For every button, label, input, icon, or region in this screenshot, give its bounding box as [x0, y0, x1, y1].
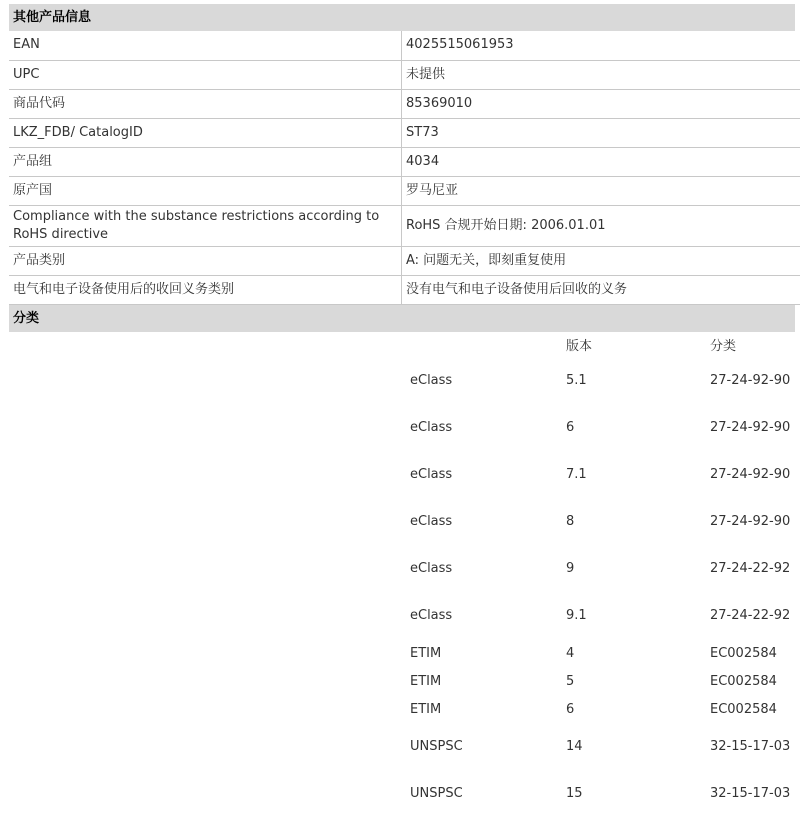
classification-code: 27-24-92-90 [710, 514, 791, 529]
classification-header: 分类 [9, 305, 795, 332]
info-value: ST73 [402, 118, 800, 147]
classification-row [406, 358, 800, 405]
classification-version: 7.1 [566, 467, 587, 482]
info-value: 4034 [402, 147, 800, 176]
classification-row [406, 593, 800, 640]
classification-code: 27-24-92-90 [710, 467, 791, 482]
info-label: LKZ_FDB/ CatalogID [9, 118, 402, 147]
info-row [9, 275, 800, 304]
classification-row [406, 668, 800, 696]
col-system-header [406, 332, 562, 358]
info-row [9, 89, 800, 118]
classification-system: eClass [410, 561, 453, 576]
classification-version: 5 [566, 673, 575, 689]
info-label: EAN [9, 31, 402, 60]
classification-system: eClass [410, 514, 453, 529]
classification-version: 6 [566, 701, 575, 717]
classification-row [406, 696, 800, 724]
info-value: 未提供 [402, 60, 800, 89]
info-value: 罗马尼亚 [402, 176, 800, 205]
classification-system: ETIM [410, 673, 442, 689]
info-row [9, 31, 800, 60]
info-row [9, 246, 800, 275]
classification-code: 27-24-92-90 [710, 373, 791, 388]
col-class-header: 分类 [710, 339, 737, 354]
info-label: 商品代码 [9, 89, 402, 118]
classification-version: 8 [566, 514, 575, 529]
info-value: 4025515061953 [402, 31, 800, 60]
classification-code: 27-24-22-92 [710, 561, 791, 576]
classification-code: EC002584 [710, 673, 777, 689]
info-value: RoHS 合规开始日期: 2006.01.01 [402, 205, 800, 246]
classification-row [406, 405, 800, 452]
classification-code: 32-15-17-03 [710, 786, 791, 801]
classification-version: 9 [566, 561, 575, 576]
classification-system: eClass [410, 467, 453, 482]
classification-row [406, 724, 800, 771]
classification-system: UNSPSC [410, 739, 463, 754]
classification-version: 5.1 [566, 373, 587, 388]
other-info-header: 其他产品信息 [9, 4, 795, 31]
classification-row [406, 771, 800, 818]
classification-row [406, 499, 800, 546]
classification-version: 9.1 [566, 608, 587, 623]
classification-code: 32-15-17-03 [710, 739, 791, 754]
classification-row [406, 452, 800, 499]
classification-header-row [406, 332, 800, 358]
other-info-table [9, 31, 800, 305]
classification-system: UNSPSC [410, 786, 463, 801]
info-value: A: 问题无关，即刻重复使用 [402, 246, 800, 275]
classification-table [406, 332, 800, 818]
info-label: 原产国 [9, 176, 402, 205]
info-row [9, 176, 800, 205]
info-row [9, 147, 800, 176]
info-row [9, 118, 800, 147]
info-value: 85369010 [402, 89, 800, 118]
info-label: 产品组 [9, 147, 402, 176]
classification-version: 15 [566, 786, 583, 801]
info-label: UPC [9, 60, 402, 89]
classification-row [406, 640, 800, 668]
classification-system: eClass [410, 608, 453, 623]
classification-system: eClass [410, 420, 453, 435]
classification-code: EC002584 [710, 645, 777, 661]
classification-row [406, 546, 800, 593]
info-label: Compliance with the substance restrictions according to RoHS directive [9, 205, 402, 246]
info-row [9, 60, 800, 89]
col-version-header: 版本 [566, 339, 593, 354]
classification-code: EC002584 [710, 701, 777, 717]
classification-version: 14 [566, 739, 583, 754]
info-label: 电气和电子设备使用后的收回义务类别 [9, 275, 402, 304]
classification-code: 27-24-92-90 [710, 420, 791, 435]
classification-area [9, 332, 795, 827]
classification-system: ETIM [410, 701, 442, 717]
classification-system: ETIM [410, 645, 442, 661]
info-value: 没有电气和电子设备使用后回收的义务 [402, 275, 800, 304]
info-label: 产品类别 [9, 246, 402, 275]
classification-system: eClass [410, 373, 453, 388]
product-info-panel [9, 4, 795, 827]
classification-version: 6 [566, 420, 575, 435]
info-row [9, 205, 800, 246]
classification-code: 27-24-22-92 [710, 608, 791, 623]
classification-version: 4 [566, 645, 575, 661]
